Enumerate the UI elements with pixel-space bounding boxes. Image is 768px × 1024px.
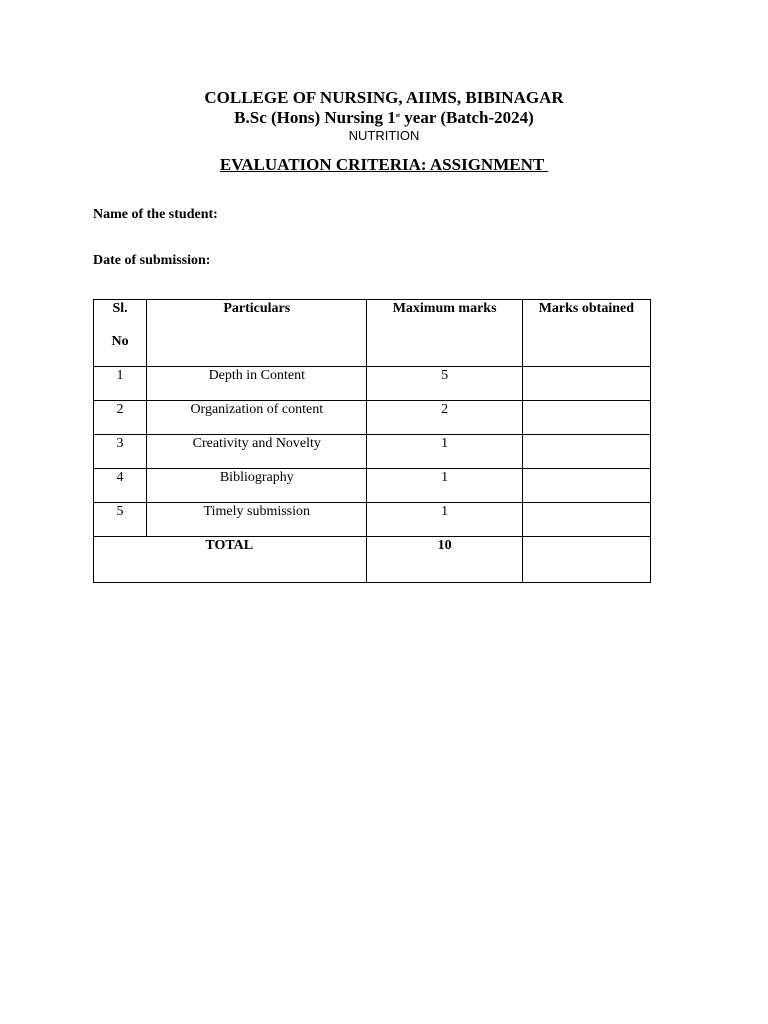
table-row [94, 435, 651, 469]
course-title-prefix: B.Sc (Hons) Nursing 1 [234, 108, 396, 127]
row-max-marks-cell: 2 [367, 401, 522, 435]
column-header-maximum-marks: Maximum marks [367, 300, 522, 367]
row-max-marks-cell: 1 [367, 469, 522, 503]
course-title-ordinal: st [395, 113, 401, 119]
table-row [94, 367, 651, 401]
sl-header-line1: Sl. [112, 301, 128, 316]
student-name-label: Name of the student: [93, 207, 218, 222]
submission-date-label: Date of submission: [93, 253, 211, 268]
sl-header-line2: No [111, 334, 129, 349]
total-max-marks-cell: 10 [367, 537, 522, 583]
subject-title: NUTRITION [348, 128, 420, 143]
row-sl-cell: 3 [94, 435, 147, 469]
table-header-row [94, 300, 651, 367]
row-particular-cell: Organization of content [147, 401, 367, 435]
row-max-marks-cell: 1 [367, 503, 522, 537]
total-marks-obtained-cell[interactable] [522, 537, 650, 583]
table-row [94, 401, 651, 435]
row-sl-cell: 1 [94, 367, 147, 401]
row-sl-cell: 4 [94, 469, 147, 503]
row-marks-obtained-cell[interactable] [522, 401, 650, 435]
row-particular-cell: Timely submission [147, 503, 367, 537]
row-particular-cell: Creativity and Novelty [147, 435, 367, 469]
row-marks-obtained-cell[interactable] [522, 503, 650, 537]
course-title-suffix: year (Batch-2024) [400, 108, 534, 127]
row-marks-obtained-cell[interactable] [522, 435, 650, 469]
row-max-marks-cell: 5 [367, 367, 522, 401]
total-row [94, 537, 651, 583]
table-row [94, 503, 651, 537]
total-label: TOTAL [205, 538, 254, 553]
evaluation-table [93, 299, 651, 583]
row-marks-obtained-cell[interactable] [522, 469, 650, 503]
evaluation-heading: EVALUATION CRITERIA: ASSIGNMENT [219, 155, 549, 174]
table-row [94, 469, 651, 503]
row-particular-cell: Bibliography [147, 469, 367, 503]
column-header-sl-no [94, 300, 147, 367]
row-particular-cell: Depth in Content [147, 367, 367, 401]
course-title [0, 108, 768, 128]
row-max-marks-cell: 1 [367, 435, 522, 469]
row-sl-cell: 2 [94, 401, 147, 435]
total-label-cell [94, 537, 367, 583]
column-header-particulars: Particulars [147, 300, 367, 367]
college-title: COLLEGE OF NURSING, AIIMS, BIBINAGAR [204, 88, 564, 107]
row-sl-cell: 5 [94, 503, 147, 537]
column-header-marks-obtained: Marks obtained [522, 300, 650, 367]
row-marks-obtained-cell[interactable] [522, 367, 650, 401]
